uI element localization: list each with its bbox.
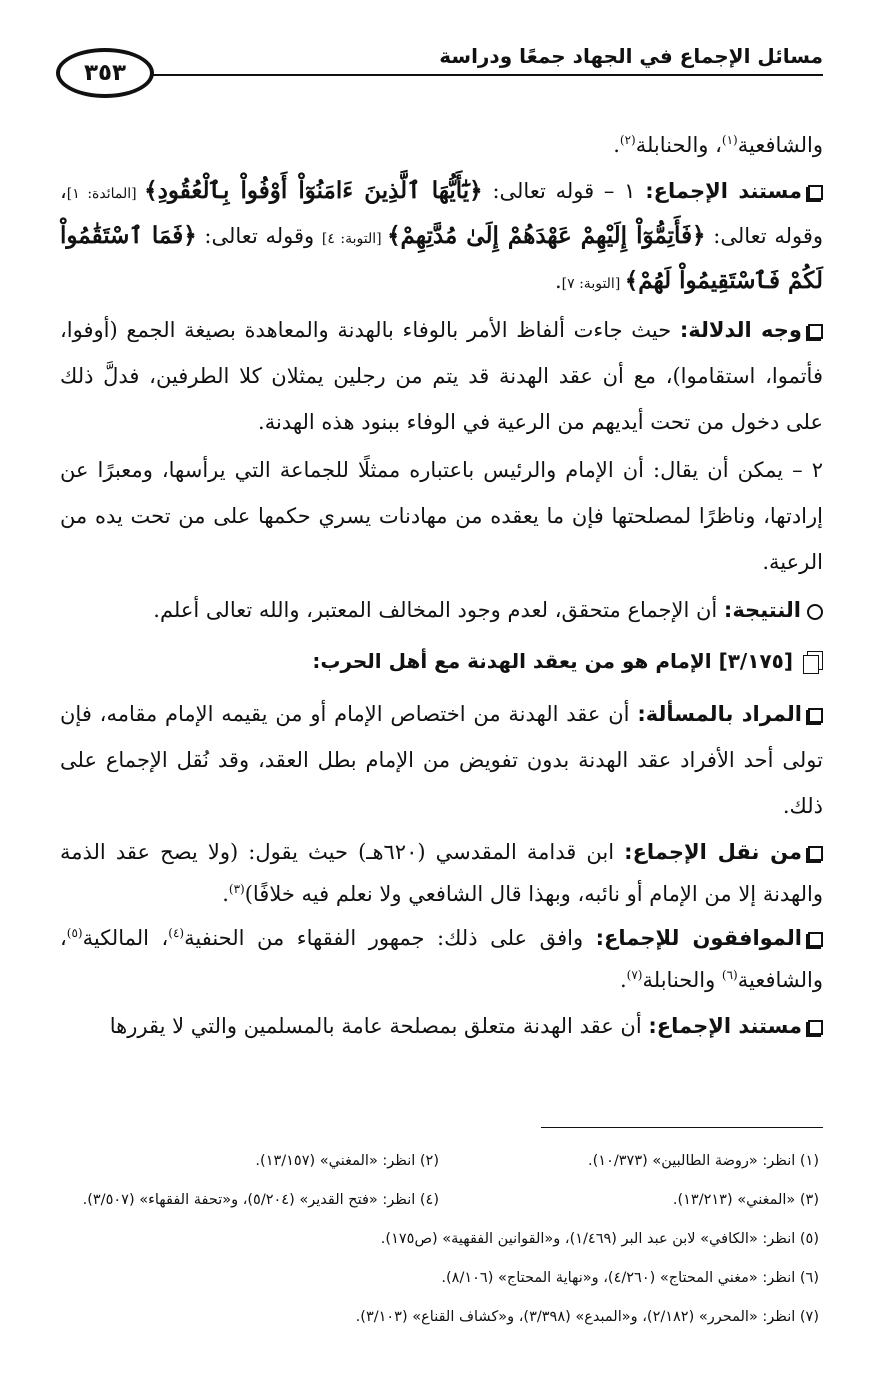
quran-verse: ﴿فَمَا ٱسْتَقَٰمُواْ لَكُمْ فَٱسْتَقِيمُواْ لَهُمْ﴾ — [60, 222, 823, 294]
footnote-5: (٥) انظر: «الكافي» لابن عبد البر (١/٤٦٩)، و«القوانين الفقهية» (ص١٧٥). — [380, 1231, 819, 1247]
paragraph-7 — [60, 831, 823, 915]
text: أن عقد الهدنة من اختصاص الإمام أو من يقيمه الإمام مقامه، فإن تولى أحد الأفراد عقد الهدنة بدون تفويض من الإمام بطل العقد، وقد نُقل الإجماع على ذلك. — [60, 702, 823, 818]
keyword: من نقل الإجماع: — [624, 840, 802, 864]
running-title: مسائل الإجماع في الجهاد جمعًا ودراسة — [439, 44, 823, 68]
verse-ref: [المائدة: ١] — [66, 186, 145, 202]
quran-verse: ﴿يَٰٓأَيُّهَا ٱلَّذِينَ ءَامَنُوٓاْ أَوْفُواْ بِٱلْعُقُودِ﴾ — [144, 177, 483, 204]
paragraph-4 — [60, 447, 823, 585]
text: أن عقد الهدنة متعلق بمصلحة عامة بالمسلمين والتي لا يقررها — [109, 1014, 649, 1038]
text: ابن قدامة المقدسي (٦٢٠هـ) حيث يقول: (ولا يصح عقد الذمة والهدنة إلا من الإمام أو نائبه، وبهذا قال الشافعي ولا نعلم فيه خلافًا) — [60, 840, 823, 906]
square-bullet-icon — [808, 324, 823, 339]
keyword: الموافقون للإجماع: — [595, 926, 802, 950]
square-bullet-icon — [808, 846, 823, 861]
keyword: المراد بالمسألة: — [637, 702, 802, 726]
footnote-ref: (٦) — [721, 968, 738, 982]
text: والحنابلة — [642, 968, 722, 992]
verse-ref: [التوبة: ٧] — [561, 276, 625, 292]
quran-verse: ﴿فَأَتِمُّوٓاْ إِلَيْهِمْ عَهْدَهُمْ إِلَىٰ مُدَّتِهِمْ﴾ — [387, 222, 706, 249]
text: . — [613, 133, 620, 157]
footnote-7: (٧) انظر: «المحرر» (٢/١٨٢)، و«المبدع» (٣/٣٩٨)، و«كشاف القناع» (٣/١٠٣). — [355, 1309, 819, 1325]
footnote-rule — [541, 1127, 823, 1128]
footnote-row — [60, 1181, 819, 1220]
footnote-ref: (٧) — [626, 968, 643, 982]
footnote-6: (٦) انظر: «مغني المحتاج» (٤/٢٦٠)، و«نهاية المحتاج» (٨/١٠٦). — [441, 1270, 819, 1286]
documents-icon — [801, 651, 823, 675]
footnote-ref: (١) — [721, 133, 738, 147]
paragraph-2 — [60, 170, 823, 305]
footnotes — [60, 1142, 819, 1337]
text: ، المالكية — [82, 926, 169, 950]
footnote-ref: (٤) — [168, 926, 185, 940]
keyword: وجه الدلالة: — [679, 318, 802, 342]
text: ، والحنابلة — [635, 133, 722, 157]
paragraph-3 — [60, 307, 823, 445]
text: أن الإجماع متحقق، لعدم وجود المخالف المعتبر، والله تعالى أعلم. — [153, 598, 724, 622]
footnote-ref: (٢) — [619, 133, 636, 147]
text: ١ – قوله تعالى: — [482, 179, 646, 203]
verse-ref: [التوبة: ٤] — [321, 231, 388, 247]
square-bullet-icon — [808, 1020, 823, 1035]
footnote-ref: (٣) — [228, 882, 245, 896]
section-heading — [60, 637, 823, 685]
heading-text: [٣/١٧٥] الإمام هو من يعقد الهدنة مع أهل الحرب: — [312, 649, 793, 673]
square-bullet-icon — [808, 932, 823, 947]
text: . — [619, 968, 627, 992]
page-number: ٣٥٣ — [83, 60, 127, 86]
text: ، والشافعية — [60, 926, 823, 992]
footnote-1: (١) انظر: «روضة الطالبين» (١٠/٣٧٣). — [588, 1153, 819, 1169]
text: وافق على ذلك: جمهور الفقهاء من الحنفية — [184, 926, 596, 950]
main-text — [60, 122, 823, 1051]
page-header — [56, 38, 823, 106]
paragraph-8 — [60, 917, 823, 1001]
paragraph-5 — [60, 587, 823, 633]
text: وقوله تعالى: — [196, 224, 322, 248]
text: ٢ – يمكن أن يقال: أن الإمام والرئيس باعتباره ممثلًا للجماعة التي يرأسها، ومعبرًا عن إرادتها، وناظرًا لمصلحتها فإن ما يعقده من مهادنات يسري حكمها على من تحت يده من الرعية. — [60, 458, 823, 574]
square-bullet-icon — [808, 185, 823, 200]
footnote-row — [60, 1142, 819, 1181]
text: . — [554, 269, 562, 293]
keyword: مستند الإجماع: — [645, 179, 802, 203]
paragraph-6 — [60, 691, 823, 829]
footnote-3: (٣) «المغني» (١٣/٢١٣). — [672, 1192, 819, 1208]
square-bullet-icon — [808, 708, 823, 723]
keyword: مستند الإجماع: — [648, 1014, 802, 1038]
text: حيث جاءت ألفاظ الأمر بالوفاء بالهدنة والمعاهدة بصيغة الجمع (أوفوا، فأتموا، استقاموا)، مع أن عقد الهدنة قد يتم من رجلين يمثلان كلا الطرفين، فدلَّ ذلك على دخول من تحت أيديهم من الرعية في الوفاء ببنود هذه الهدنة. — [60, 318, 823, 434]
circle-bullet-icon — [807, 604, 823, 620]
footnote-4: (٤) انظر: «فتح القدير» (٥/٢٠٤)، و«تحفة الفقهاء» (٣/٥٠٧). — [82, 1192, 439, 1208]
header-rule — [151, 74, 823, 76]
paragraph-9 — [60, 1003, 823, 1049]
footnote-2: (٢) انظر: «المغني» (١٣/١٥٧). — [255, 1153, 439, 1169]
page-number-oval — [56, 48, 154, 98]
text: ، وقوله تعالى: — [60, 179, 824, 248]
text: والشافعية — [737, 133, 823, 157]
text: . — [222, 882, 229, 906]
paragraph-1 — [60, 122, 823, 168]
keyword: النتيجة: — [723, 598, 801, 622]
footnote-ref: (٥) — [66, 926, 83, 940]
